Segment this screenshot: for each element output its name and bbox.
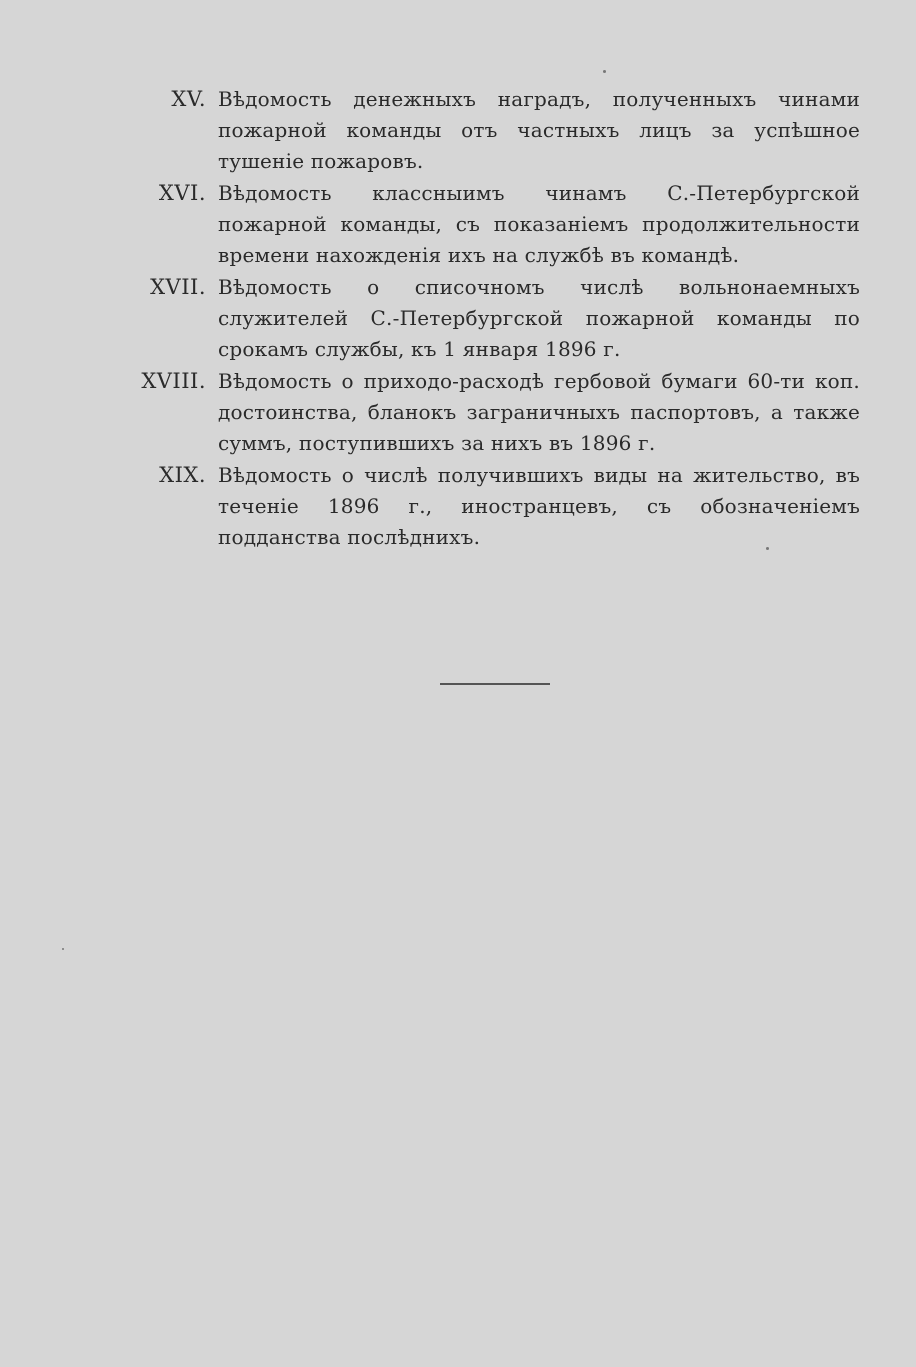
list-item bbox=[110, 178, 860, 271]
entry-list bbox=[110, 84, 860, 554]
list-item bbox=[110, 366, 860, 459]
list-item bbox=[110, 272, 860, 365]
entry-number: XIX. bbox=[159, 463, 206, 487]
entry-text: Вѣдомость о списочномъ числѣ вольнонаемныхъ служителей С.-Петербургской пожарной команды по срокамъ службы, къ 1 января 1896 г. bbox=[218, 275, 860, 361]
list-item bbox=[110, 460, 860, 553]
entry-number: XVII. bbox=[150, 275, 206, 299]
section-divider bbox=[440, 683, 550, 685]
paper-speck bbox=[62, 948, 64, 950]
entry-text: Вѣдомость о числѣ получившихъ виды на жительство, въ теченіе 1896 г., иностранцевъ, съ обозначеніемъ подданства послѣднихъ. bbox=[218, 463, 860, 549]
entry-number: XVI. bbox=[158, 181, 206, 205]
paper-speck bbox=[766, 547, 769, 550]
entry-text: Вѣдомость о приходо-расходѣ гербовой бумаги 60-ти коп. достоинства, бланокъ заграничныхъ паспортовъ, а также суммъ, поступившихъ за нихъ въ 1896 г. bbox=[218, 369, 860, 455]
entry-number: XVIII. bbox=[141, 369, 206, 393]
paper-speck bbox=[603, 70, 606, 73]
entry-text: Вѣдомость классныимъ чинамъ С.-Петербургской пожарной команды, съ показаніемъ продолжительности времени нахожденія ихъ на службѣ въ командѣ. bbox=[218, 181, 860, 267]
entry-text: Вѣдомость денежныхъ наградъ, полученныхъ чинами пожарной команды отъ частныхъ лицъ за успѣшное тушеніе пожаровъ. bbox=[218, 87, 860, 173]
list-item bbox=[110, 84, 860, 177]
entry-number: XV. bbox=[171, 87, 206, 111]
